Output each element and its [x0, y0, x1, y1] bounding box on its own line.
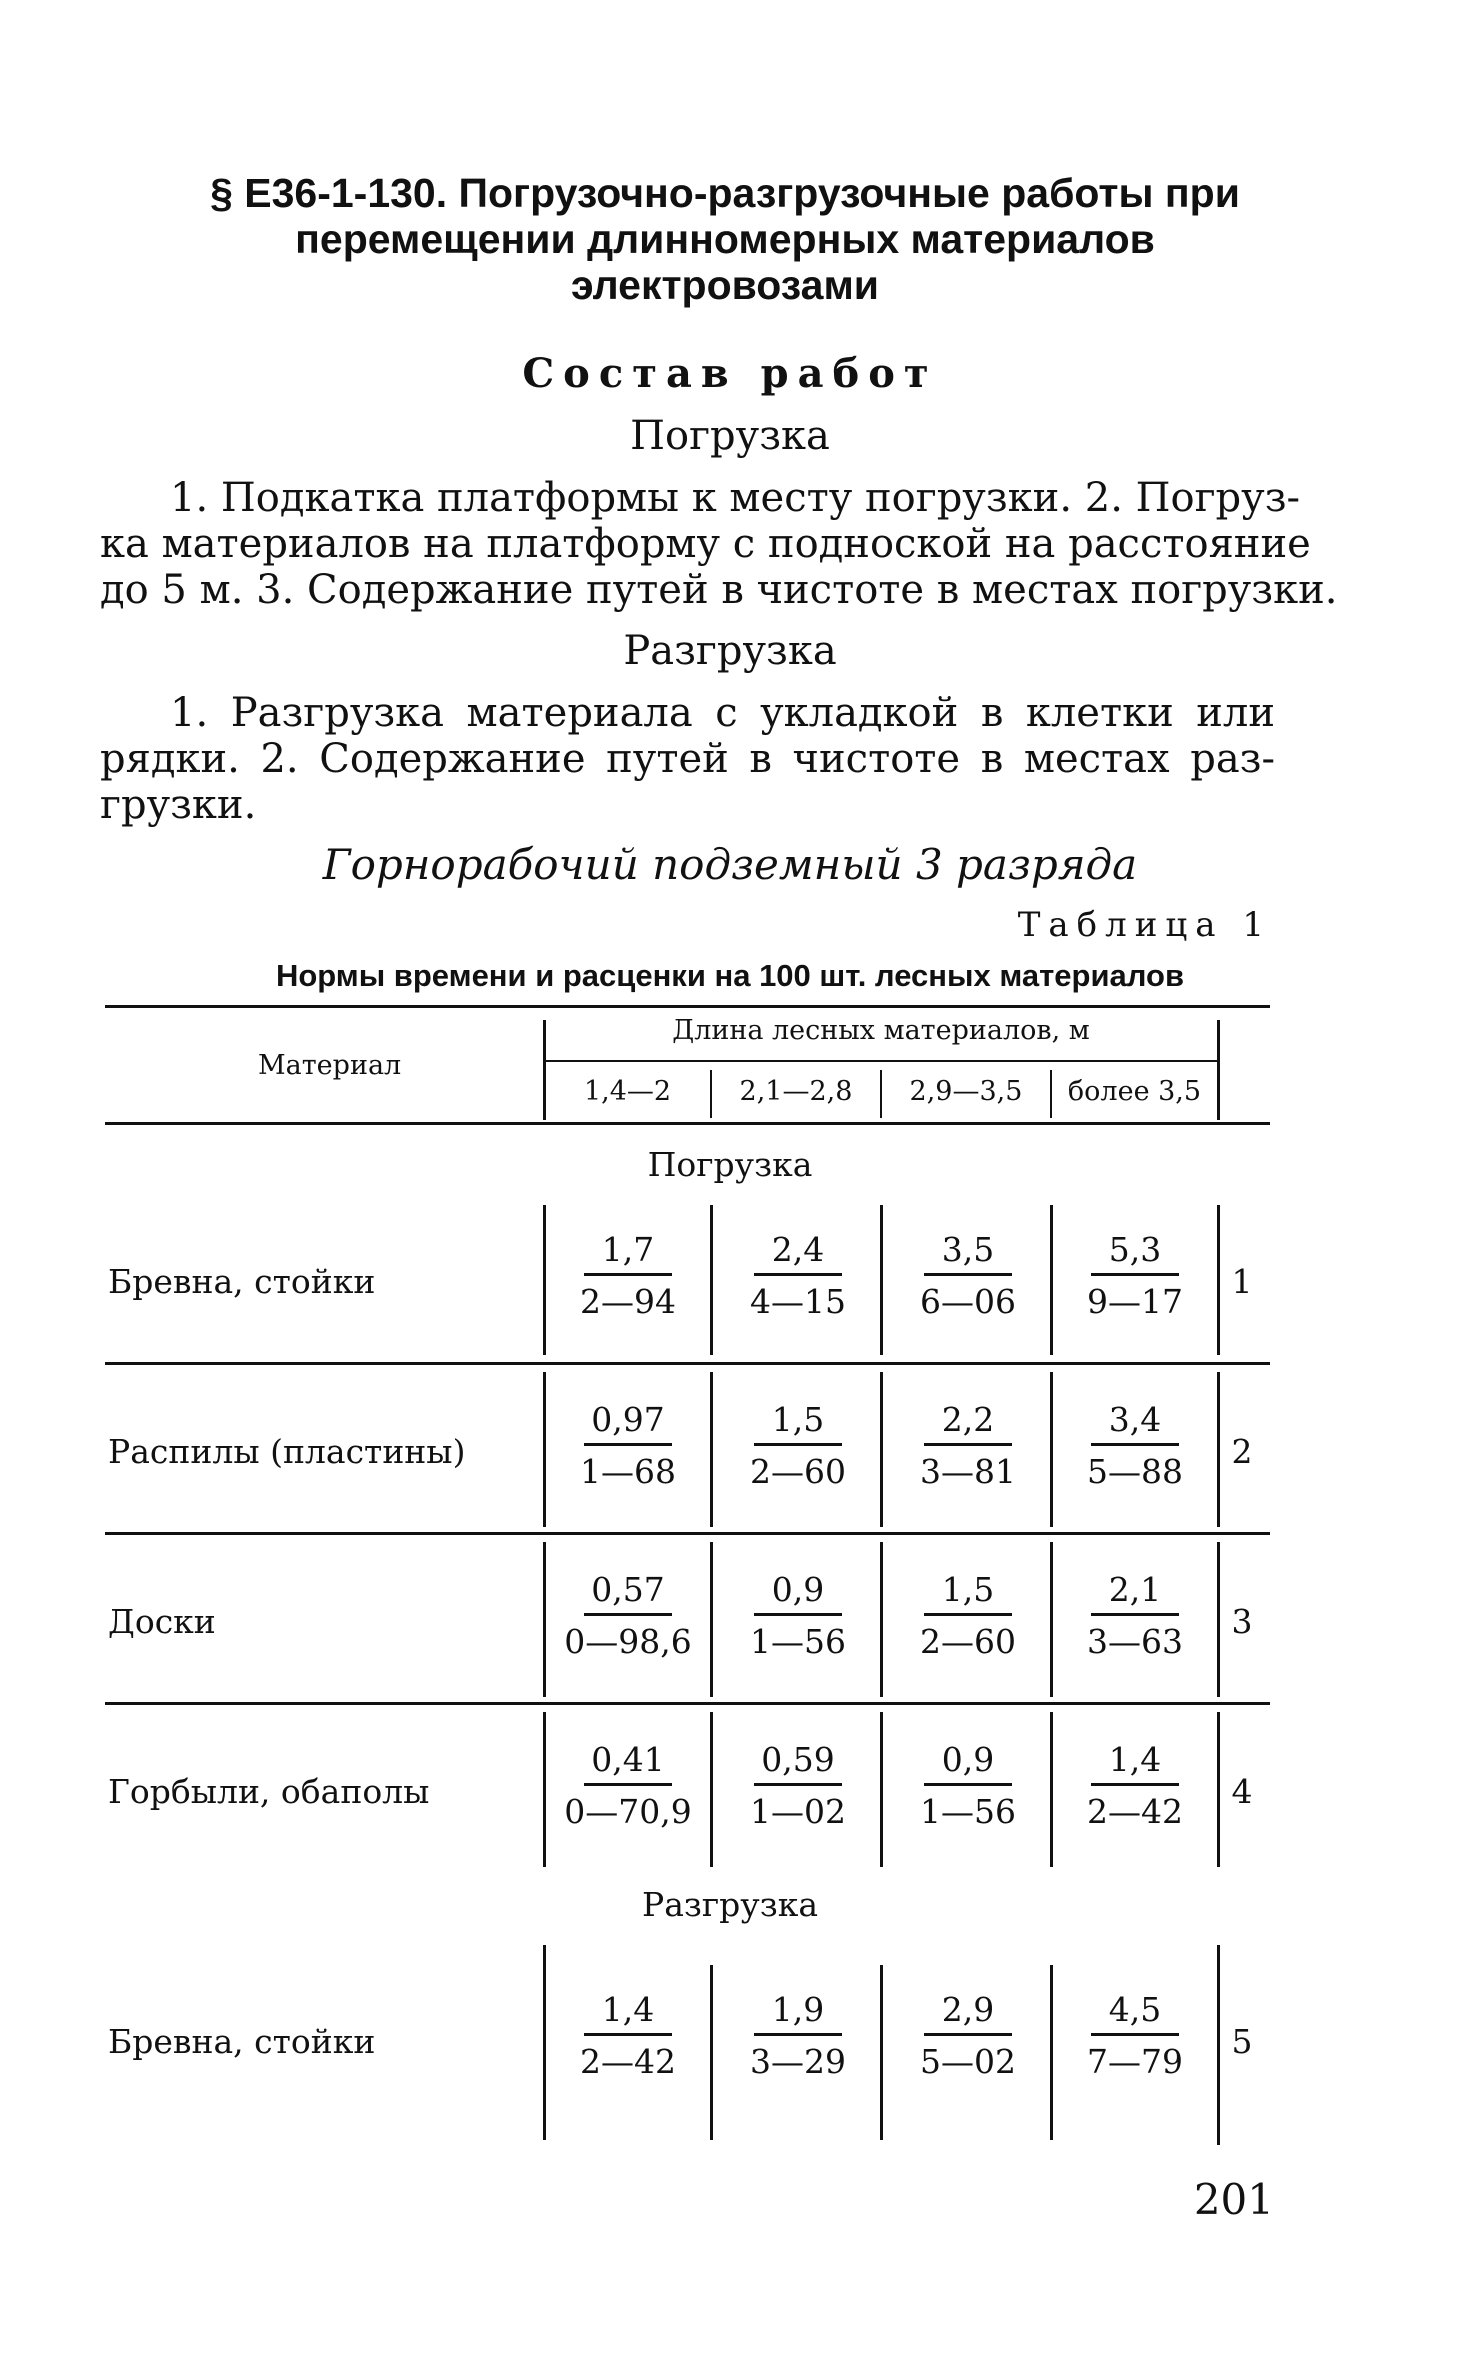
- column-rule: [880, 1542, 883, 1697]
- length-header: Длина лесных материалов, м: [672, 1015, 1090, 1046]
- column-rule: [543, 1372, 546, 1527]
- time-norm: 1,4: [584, 1990, 672, 2036]
- time-norm: 5,3: [1091, 1230, 1179, 1276]
- column-rule: [1050, 1205, 1053, 1355]
- norm-cell: [543, 1400, 713, 1491]
- loading-line-2: ка материалов на платформу с подноской на расстояние: [100, 521, 1311, 567]
- rate: 5—02: [920, 2042, 1016, 2081]
- unloading-line-3: грузки.: [100, 782, 257, 828]
- time-norm: 0,59: [754, 1740, 842, 1786]
- unloading-title: Разгрузка: [623, 628, 837, 674]
- row-rule: [105, 1702, 1270, 1705]
- norm-cell: [713, 1740, 883, 1831]
- time-norm: 2,2: [924, 1400, 1012, 1446]
- column-rule: [710, 1372, 713, 1527]
- time-norm: 4,5: [1091, 1990, 1179, 2036]
- rate: 5—88: [1087, 1452, 1183, 1491]
- row-number: 4: [1231, 1772, 1253, 1811]
- rate: 0—98,6: [564, 1622, 692, 1661]
- unloading-line-2: рядки. 2. Содержание путей в чистоте в местах раз-: [100, 736, 1275, 782]
- loading-line-3: до 5 м. 3. Содержание путей в чистоте в местах погрузки.: [100, 567, 1338, 613]
- rate: 2—42: [580, 2042, 676, 2081]
- column-rule: [543, 1542, 546, 1697]
- norm-cell: [1050, 1570, 1220, 1661]
- column-header: более 3,5: [1067, 1076, 1202, 1107]
- time-norm: 2,1: [1091, 1570, 1179, 1616]
- row-number: 5: [1231, 2022, 1253, 2061]
- rate: 3—29: [750, 2042, 846, 2081]
- column-rule: [710, 1965, 713, 2140]
- norm-cell: [543, 1990, 713, 2081]
- time-norm: 1,7: [584, 1230, 672, 1276]
- column-rule: [880, 1712, 883, 1867]
- column-rule: [880, 1965, 883, 2140]
- time-norm: 1,5: [924, 1570, 1012, 1616]
- rate: 6—06: [920, 1282, 1016, 1321]
- time-norm: 2,9: [924, 1990, 1012, 2036]
- rate: 3—81: [920, 1452, 1016, 1491]
- column-rule: [1217, 1945, 1220, 2145]
- column-rule: [1217, 1205, 1220, 1355]
- column-header: 2,9—3,5: [909, 1076, 1023, 1107]
- norm-cell: [543, 1230, 713, 1321]
- column-rule: [880, 1205, 883, 1355]
- norm-cell: [713, 1400, 883, 1491]
- column-rule: [1050, 1542, 1053, 1697]
- column-rule: [1050, 1372, 1053, 1527]
- time-norm: 0,41: [584, 1740, 672, 1786]
- row-number: 1: [1231, 1262, 1253, 1301]
- column-header: 2,1—2,8: [739, 1076, 853, 1107]
- time-norm: 1,5: [754, 1400, 842, 1446]
- norm-cell: [1050, 1740, 1220, 1831]
- norm-cell: [1050, 1230, 1220, 1321]
- column-rule: [543, 1205, 546, 1355]
- column-rule: [1217, 1542, 1220, 1697]
- row-rule: [105, 1532, 1270, 1535]
- time-norm: 0,9: [754, 1570, 842, 1616]
- rate: 1—56: [750, 1622, 846, 1661]
- time-norm: 0,57: [584, 1570, 672, 1616]
- column-rule: [1217, 1372, 1220, 1527]
- time-norm: 0,9: [924, 1740, 1012, 1786]
- rate: 2—42: [1087, 1792, 1183, 1831]
- row-rule: [105, 1362, 1270, 1365]
- rate: 0—70,9: [564, 1792, 692, 1831]
- rate: 1—68: [580, 1452, 676, 1491]
- rate: 2—94: [580, 1282, 676, 1321]
- header-bottom-rule: [105, 1122, 1270, 1125]
- norm-cell: [713, 1230, 883, 1321]
- column-rule: [543, 1945, 546, 2140]
- column-rule: [880, 1372, 883, 1527]
- section-title-loading: Погрузка: [647, 1145, 813, 1184]
- material-name: Распилы (пластины): [108, 1432, 466, 1471]
- material-name: Доски: [108, 1602, 216, 1641]
- row-number: 2: [1231, 1432, 1253, 1471]
- norm-cell: [883, 1570, 1053, 1661]
- rate: 4—15: [750, 1282, 846, 1321]
- column-rule: [710, 1205, 713, 1355]
- norm-cell: [1050, 1400, 1220, 1491]
- norm-cell: [543, 1740, 713, 1831]
- rate: 2—60: [920, 1622, 1016, 1661]
- table-caption: Нормы времени и расценки на 100 шт. лесных материалов: [275, 958, 1185, 993]
- heading-line-3: электровозами: [571, 262, 879, 308]
- column-rule: [710, 1712, 713, 1867]
- section-heading: [150, 170, 1300, 308]
- unloading-line-1: 1. Разгрузка материала с укладкой в клетки или: [170, 690, 1275, 736]
- norm-cell: [883, 1740, 1053, 1831]
- time-norm: 3,5: [924, 1230, 1012, 1276]
- material-name: Бревна, стойки: [108, 2022, 376, 2061]
- norm-cell: [1050, 1990, 1220, 2081]
- norm-cell: [883, 1990, 1053, 2081]
- time-norm: 2,4: [754, 1230, 842, 1276]
- norm-cell: [883, 1400, 1053, 1491]
- column-rule: [543, 1712, 546, 1867]
- row-number: 3: [1231, 1602, 1253, 1641]
- header-vline: [1217, 1020, 1220, 1120]
- table-top-rule: [105, 1005, 1270, 1008]
- page-number: 201: [1193, 2175, 1274, 2224]
- heading-line-2: перемещении длинномерных материалов: [295, 216, 1155, 262]
- rate: 9—17: [1087, 1282, 1183, 1321]
- material-name: Бревна, стойки: [108, 1262, 376, 1301]
- time-norm: 1,9: [754, 1990, 842, 2036]
- rate: 3—63: [1087, 1622, 1183, 1661]
- rate: 2—60: [750, 1452, 846, 1491]
- loading-line-1: 1. Подкатка платформы к месту погрузки. 2. Погруз-: [170, 475, 1301, 521]
- unloading-paragraph: [100, 690, 1275, 828]
- table-label: Таблица 1: [1017, 905, 1272, 945]
- loading-title: Погрузка: [630, 413, 830, 459]
- column-rule: [1217, 1712, 1220, 1867]
- norm-cell: [543, 1570, 713, 1661]
- column-rule: [710, 1542, 713, 1697]
- rate: 7—79: [1087, 2042, 1183, 2081]
- section-title-unloading: Разгрузка: [641, 1885, 818, 1924]
- rate: 1—02: [750, 1792, 846, 1831]
- header-divider: [545, 1060, 1217, 1062]
- time-norm: 3,4: [1091, 1400, 1179, 1446]
- heading-line-1: § Е36-1-130. Погрузочно-разгрузочные работы при: [210, 170, 1240, 216]
- loading-paragraph: [100, 475, 1338, 613]
- rate: 1—56: [920, 1792, 1016, 1831]
- column-rule: [1050, 1712, 1053, 1867]
- norm-cell: [883, 1230, 1053, 1321]
- time-norm: 1,4: [1091, 1740, 1179, 1786]
- norm-cell: [713, 1570, 883, 1661]
- time-norm: 0,97: [584, 1400, 672, 1446]
- material-header: Материал: [258, 1050, 402, 1081]
- column-header: 1,4—2: [583, 1076, 672, 1107]
- material-name: Горбыли, обаполы: [108, 1772, 430, 1811]
- norm-cell: [713, 1990, 883, 2081]
- column-rule: [1050, 1965, 1053, 2140]
- composition-title: Состав работ: [522, 350, 938, 397]
- worker-category: Горнорабочий подземный 3 разряда: [322, 840, 1138, 889]
